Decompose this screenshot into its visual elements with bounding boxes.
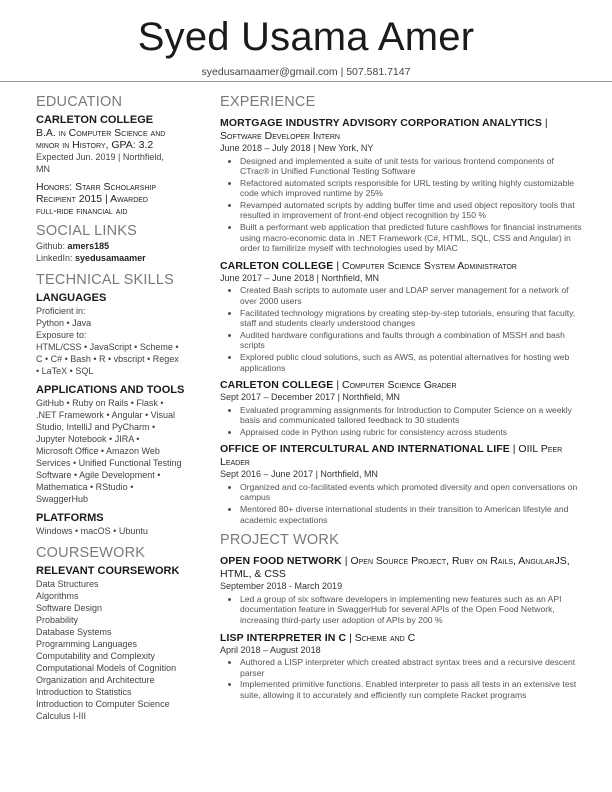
job-entry-title <box>220 443 582 469</box>
bullet-point: • Mentored 80+ diverse international students in their transition to American lifestyle and academic expectations <box>240 504 582 525</box>
job-entry-org: MORTGAGE INDUSTRY ADVISORY CORPORATION ANALYTICS <box>220 117 542 129</box>
job-entry-role: Software Developer Intern <box>220 130 340 142</box>
course-item: Algorithms <box>36 591 79 601</box>
linkedin-handle[interactable]: syedusamaamer <box>75 253 146 263</box>
course-item: Calculus I-III <box>36 711 87 721</box>
apps-heading: APPLICATIONS AND TOOLS <box>36 384 185 396</box>
apps-line: Studio, IntelliJ and PyCharm • <box>36 422 156 432</box>
project-entry-date: September 2018 - March 2019 <box>220 581 343 592</box>
apps-line: Services • Unified Functional Testing <box>36 458 182 468</box>
course-list <box>36 578 196 722</box>
relevant-coursework-heading: RELEVANT COURSEWORK <box>36 565 180 577</box>
experience-heading: EXPERIENCE <box>220 94 316 110</box>
course-item: Database Systems <box>36 627 112 637</box>
projects-heading: PROJECT WORK <box>220 532 339 549</box>
job-entry-title <box>220 117 582 143</box>
project-entry <box>220 555 582 625</box>
job-entry-bullets <box>220 405 582 438</box>
course-item: Software Design <box>36 603 103 613</box>
project-entry-role: Open Source Project, Ruby on Rails, AngularJS, HTML, & CSS <box>220 555 570 581</box>
course-item: Introduction to Statistics <box>36 687 132 697</box>
project-list <box>220 555 582 700</box>
job-entry <box>220 443 582 525</box>
course-item: Programming Languages <box>36 639 138 649</box>
job-entry-separator: | <box>541 117 548 129</box>
github-handle[interactable]: amers185 <box>67 241 110 251</box>
bullet-point: • Authored a LISP interpreter which created abstract syntax trees and a recursive descent parser <box>240 657 582 678</box>
exposure-line-2: C • C# • Bash • R • vbscript • Regex <box>36 354 179 364</box>
degree-line-1: B.A. in Computer Science and <box>36 127 166 139</box>
project-entry-org: OPEN FOOD NETWORK <box>220 555 342 568</box>
bullet-point: • Refactored automated scripts responsible for URL testing by writing highly customizable code which improved runtime by 25% <box>240 178 582 199</box>
job-entry-role: Computer Science Grader <box>341 379 457 392</box>
linkedin-line <box>36 252 196 264</box>
job-entry <box>220 379 582 437</box>
experience-list <box>220 117 582 525</box>
apps-line: Microsoft Office • Amazon Web <box>36 446 160 456</box>
apps-line: Software • Agile Development • <box>36 470 161 480</box>
bullet-point: • Appraised code in Python using rubric for consistency across students <box>240 427 582 438</box>
bullet-point: • Explored public cloud solutions, such as AWS, as potential alternatives for hosting web applications <box>240 352 582 373</box>
course-item: Computability and Complexity <box>36 651 156 661</box>
honors-line-1: Honors: Starr Scholarship <box>36 181 157 193</box>
course-item: Introduction to Computer Science <box>36 699 170 709</box>
job-entry-title <box>220 379 582 392</box>
job-entry-separator: | <box>333 379 342 392</box>
job-entry-date: Sept 2017 – December 2017 | Northfield, MN <box>220 392 400 403</box>
apps-line: Mathematica • RStudio • <box>36 482 134 492</box>
job-entry-org: CARLETON COLLEGE <box>220 379 334 392</box>
project-entry-title <box>220 555 582 581</box>
bullet-point: • Audited hardware configurations and faults through a combination of MSSH and bash scripts <box>240 330 582 351</box>
bullet-point: • Led a group of six software developers in implementing new features such as an API documentation feature in SwaggerHub for several APIs of the Open Food Network, increasing third-party user adoption of APIs by 200 % <box>240 594 582 626</box>
project-entry-bullets <box>220 657 582 700</box>
apps-list <box>36 397 196 505</box>
project-entry-bullets <box>220 594 582 626</box>
job-entry <box>220 260 582 373</box>
project-entry-title <box>220 632 582 645</box>
bullet-point: • Revamped automated scripts by adding buffer time and used object repository tools that resulted in improvement of front-end object recognition by 150 % <box>240 200 582 221</box>
job-entry-role: OIIL Peer Leader <box>220 443 563 469</box>
header-divider <box>0 81 612 82</box>
github-label: Github: <box>36 241 66 251</box>
job-entry-role: Computer Science System Administrator <box>341 259 517 272</box>
project-entry-org: LISP INTERPRETER IN C <box>220 631 347 644</box>
project-entry-date: April 2018 – August 2018 <box>220 644 321 655</box>
bullet-point: • Organized and co-facilitated events which promoted diversity and open conversations on campus <box>240 482 582 503</box>
project-entry-role: Scheme and C <box>354 631 416 644</box>
languages-heading: LANGUAGES <box>36 292 107 304</box>
right-column <box>220 94 582 701</box>
course-item: Data Structures <box>36 579 99 589</box>
social-heading: SOCIAL LINKS <box>36 223 137 239</box>
bullet-point: • Created Bash scripts to automate user and LDAP server management for a network of over 2000 users <box>240 285 582 306</box>
project-entry-separator: | <box>341 555 351 568</box>
github-line <box>36 240 196 252</box>
bullet-point: • Designed and implemented a suite of unit tests for various frontend components of CTrac® in Unified Functional Testing Software <box>240 156 582 177</box>
job-entry-date: June 2017 – June 2018 | Northfield, MN <box>220 272 379 283</box>
apps-line: Jupyter Notebook • JIRA • <box>36 434 140 444</box>
honors-line-3: full-ride financial aid <box>36 205 128 217</box>
contact-line: syedusamaamer@gmail.com | 507.581.7147 <box>201 66 411 78</box>
expected-line-1: Expected Jun. 2019 | Northfield, <box>36 152 164 162</box>
skills-heading: TECHNICAL SKILLS <box>36 272 175 288</box>
exposure-label: Exposure to: <box>36 330 87 340</box>
apps-line: .NET Framework • Angular • Visual <box>36 410 176 420</box>
proficient-list: Python • Java <box>36 318 92 328</box>
candidate-name: Syed Usama Amer <box>137 15 475 59</box>
course-item: Organization and Architecture <box>36 675 155 685</box>
bullet-point: • Implemented primitive functions. Enabled interpreter to pass all tests in an extensive test suite, allowing it to accurately and efficiently run complete Racket programs <box>240 679 582 700</box>
coursework-heading: COURSEWORK <box>36 545 146 561</box>
course-item: Computational Models of Cognition <box>36 663 177 673</box>
left-column <box>36 94 196 722</box>
job-entry <box>220 117 582 254</box>
expected-line-2: MN <box>36 164 50 174</box>
bullet-point: • Facilitated technology migrations by creating step-by-step tutorials, ensuring that faculty, staff and students clearly understood changes <box>240 308 582 329</box>
proficient-label: Proficient in: <box>36 306 86 316</box>
exposure-line-3: • LaTeX • SQL <box>36 366 94 376</box>
bullet-point: • Built a performant web application that predicted future cashflows for financial instruments using macro-economic data in .NET Framework (C#, HTML, SQL, CSS and Angular) in order to familirize myself with technologies used by MIAC <box>240 222 582 254</box>
job-entry-title <box>220 260 582 273</box>
platforms-heading: PLATFORMS <box>36 512 104 524</box>
job-entry-separator: | <box>333 259 342 272</box>
education-heading: EDUCATION <box>36 94 123 110</box>
project-entry <box>220 632 582 701</box>
apps-line: SwaggerHub <box>36 494 89 504</box>
job-entry-bullets <box>220 482 582 525</box>
honors-line-2: Recipient 2015 | Awarded <box>36 193 148 205</box>
project-entry-separator: | <box>346 631 355 644</box>
course-item: Probability <box>36 615 79 625</box>
job-entry-org: OFFICE OF INTERCULTURAL AND INTERNATIONAL LIFE <box>220 443 510 456</box>
job-entry-date: Sept 2016 – June 2017 | Northfield, MN <box>220 469 378 480</box>
education-school: CARLETON COLLEGE <box>36 114 154 126</box>
exposure-line-1: HTML/CSS • JavaScript • Scheme • <box>36 342 179 352</box>
platforms-list: Windows • macOS • Ubuntu <box>36 526 148 536</box>
bullet-point: • Evaluated programming assignments for Introduction to Computer Science on a weekly basis and communicated tailored feedback to 30 students <box>240 405 582 426</box>
resume-header <box>0 0 612 78</box>
job-entry-bullets <box>220 285 582 373</box>
linkedin-label: LinkedIn: <box>36 253 73 263</box>
job-entry-date: June 2018 – July 2018 | New York, NY <box>220 143 374 153</box>
job-entry-org: CARLETON COLLEGE <box>220 259 334 272</box>
apps-line: GitHub • Ruby on Rails • Flask • <box>36 398 164 408</box>
job-entry-separator: | <box>509 443 519 456</box>
degree-line-2: minor in History, GPA: 3.2 <box>36 139 154 151</box>
job-entry-bullets <box>220 156 582 254</box>
